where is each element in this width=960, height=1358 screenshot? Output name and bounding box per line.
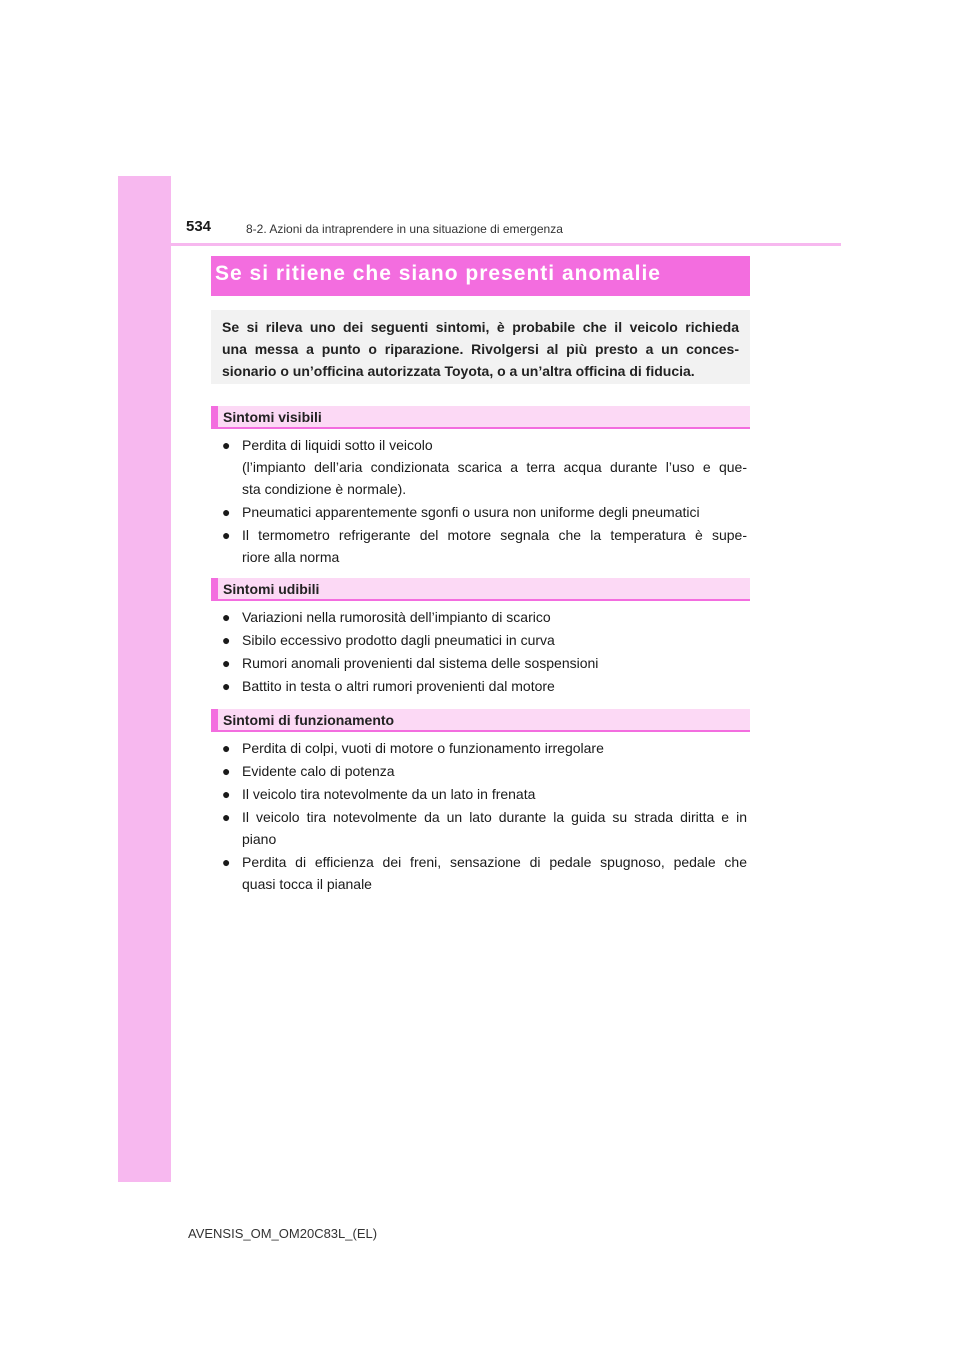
list-item	[222, 737, 747, 759]
bullet-icon: ●	[222, 786, 231, 802]
list-item	[222, 760, 747, 782]
list-item-line: Il veicolo tira notevolmente da un lato in frenata	[242, 786, 536, 802]
list-sintomi-visibili	[222, 434, 747, 569]
list-item-line: quasi tocca il pianale	[242, 876, 372, 892]
list-item-line: (l’impianto dell’aria condizionata scarica a terra acqua durante l’uso e que-	[242, 459, 747, 475]
list-sintomi-di-funzionamento	[222, 737, 747, 896]
list-item-line: Il veicolo tira notevolmente da un lato durante la guida su strada diritta e in	[242, 809, 747, 825]
list-item-line: Pneumatici apparentemente sgonfi o usura non uniforme degli pneumatici	[242, 504, 700, 520]
list-sintomi-udibili	[222, 606, 747, 698]
intro-box	[211, 310, 750, 384]
list-item	[222, 524, 747, 568]
page-number: 534	[186, 218, 212, 235]
list-item-line: Perdita di colpi, vuoti di motore o funzionamento irregolare	[242, 740, 604, 756]
bullet-icon: ●	[222, 632, 231, 648]
bullet-icon: ●	[222, 437, 231, 453]
list-item-line: Il termometro refrigerante del motore segnala che la temperatura è supe-	[242, 527, 747, 543]
list-item	[222, 783, 747, 805]
header-rule	[118, 243, 841, 246]
intro-line: Se si rileva uno dei seguenti sintomi, è probabile che il veicolo richieda	[222, 319, 739, 335]
bullet-icon: ●	[222, 655, 231, 671]
subheading-label: Sintomi udibili	[223, 581, 320, 597]
subheading-sintomi-udibili	[211, 578, 750, 601]
list-item	[222, 629, 747, 651]
list-item-line: piano	[242, 831, 277, 847]
list-item	[222, 652, 747, 674]
page-title: Se si ritiene che siano presenti anomalie	[215, 262, 661, 285]
list-item-line: Sibilo eccessivo prodotto dagli pneumatici in curva	[242, 632, 555, 648]
footer-code: AVENSIS_OM_OM20C83L_(EL)	[188, 1226, 378, 1241]
list-item	[222, 434, 747, 500]
bullet-icon: ●	[222, 740, 231, 756]
list-item-line: Variazioni nella rumorosità dell’impianto di scarico	[242, 609, 551, 625]
list-item-line: Battito in testa o altri rumori provenienti dal motore	[242, 678, 555, 694]
list-item-line: Perdita di liquidi sotto il veicolo	[242, 437, 433, 453]
list-item-line: riore alla norma	[242, 549, 340, 565]
list-item	[222, 851, 747, 895]
intro-line: sionario o un’officina autorizzata Toyota, o a un’altra officina di fiducia.	[222, 363, 695, 379]
list-item-line: Rumori anomali provenienti dal sistema delle sospensioni	[242, 655, 599, 671]
side-band	[118, 176, 171, 1182]
bullet-icon: ●	[222, 609, 231, 625]
list-item-line: Perdita di efficienza dei freni, sensazione di pedale spugnoso, pedale che	[242, 854, 747, 870]
bullet-icon: ●	[222, 763, 231, 779]
subheading-label: Sintomi di funzionamento	[223, 712, 395, 728]
list-item-line: Evidente calo di potenza	[242, 763, 395, 779]
bullet-icon: ●	[222, 527, 231, 543]
bullet-icon: ●	[222, 854, 231, 870]
bullet-icon: ●	[222, 809, 231, 825]
section-reference: 8-2. Azioni da intraprendere in una situazione di emergenza	[246, 222, 563, 236]
subheading-label: Sintomi visibili	[223, 409, 322, 425]
subheading-sintomi-visibili	[211, 406, 750, 429]
intro-line: una messa a punto o riparazione. Rivolgersi al più presto a un conces-	[222, 341, 739, 357]
list-item	[222, 675, 747, 697]
list-item	[222, 806, 747, 850]
list-item	[222, 501, 747, 523]
list-item	[222, 606, 747, 628]
bullet-icon: ●	[222, 504, 231, 520]
subheading-sintomi-di-funzionamento	[211, 709, 750, 732]
list-item-line: sta condizione è normale).	[242, 481, 407, 497]
bullet-icon: ●	[222, 678, 231, 694]
title-bar	[211, 256, 750, 296]
